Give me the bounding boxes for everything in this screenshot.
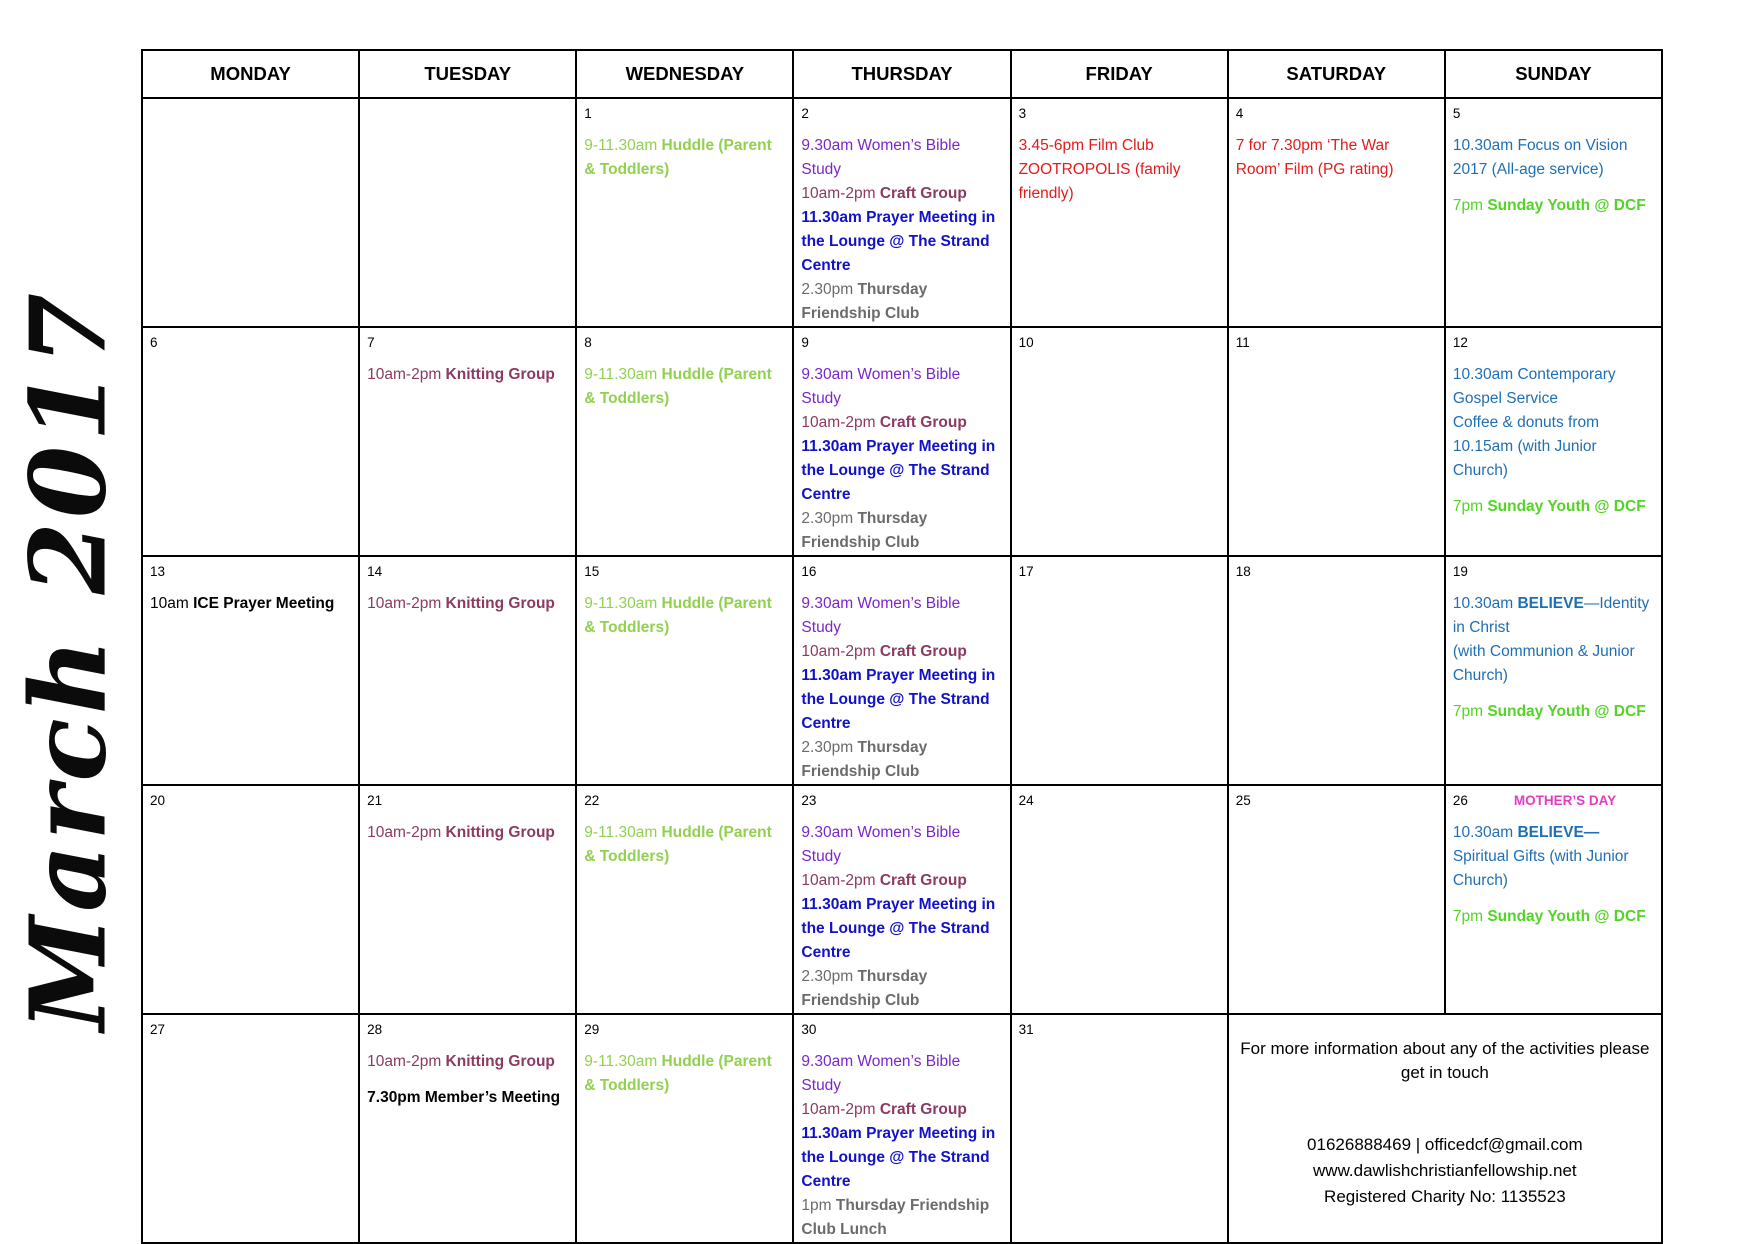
day-cell [1228,327,1445,556]
event [801,411,1002,435]
day-number: 29 [584,1022,600,1037]
day-cell [576,98,793,327]
event-time: 10am-2pm [801,1101,880,1118]
day-cell [359,556,576,785]
event [801,182,1002,206]
day-cell [1011,785,1228,1014]
event-name: Huddle (Parent & Toddlers) [584,1053,772,1094]
day-number: 12 [1452,335,1468,350]
day-number: 4 [1235,106,1244,121]
event-name: Thursday Friendship Club [801,739,928,780]
event-time: 10am-2pm [367,1053,446,1070]
event-name: Huddle (Parent & Toddlers) [584,824,772,865]
event [801,821,1002,869]
day-cell [359,327,576,556]
contact-cell [1228,1014,1662,1243]
event [1453,592,1654,640]
contact-intro: For more information about any of the activities please get in touch [1240,1039,1650,1082]
event [1453,700,1654,724]
event-name: 7.30pm Member’s Meeting [367,1089,561,1106]
event-time: 10.30am [1452,824,1518,841]
event [1453,821,1654,893]
day-number: 25 [1235,793,1251,808]
event-name: Sunday Youth @ DCF [1487,498,1646,515]
month-title-text: March 2017 [6,289,130,1031]
event [801,278,1002,326]
day-number: 23 [801,793,817,808]
day-cell [142,556,359,785]
day-cell [142,327,359,556]
calendar-table [141,49,1663,1244]
event-time: 10am-2pm [801,185,880,202]
event-detail: —Identity in Christ [1452,595,1650,636]
week-row [142,98,1662,327]
event-time: 10.30am [1452,595,1518,612]
event-time: 9.30am Women’s Bible Study [801,366,961,407]
event-name: Thursday Friendship Club Lunch [801,1197,990,1238]
day-number: 9 [801,335,809,350]
event-name: 11.30am Prayer Meeting in the Lounge @ The Strand Centre [801,896,996,961]
day-cell [142,1014,359,1243]
event-name: Knitting Group [445,1053,555,1070]
event-time: 10.30am Focus on Vision 2017 (All-age service) [1452,137,1628,178]
event [1453,905,1654,929]
event [801,893,1002,965]
event-time: 9-11.30am [584,824,662,841]
event-name: Knitting Group [445,824,555,841]
event-name: Thursday Friendship Club [801,968,928,1009]
event [150,592,351,616]
day-number: 13 [150,564,166,579]
event-time: 7 for 7.30pm ‘The War Room’ Film (PG rating) [1235,137,1394,178]
day-number: 19 [1452,564,1468,579]
day-cell [576,327,793,556]
event-time: 2.30pm [801,739,858,756]
day-cell [1445,785,1662,1014]
day-number: 21 [367,793,383,808]
event [801,435,1002,507]
event [801,965,1002,1013]
day-cell [1445,98,1662,327]
day-number: 2 [801,106,809,121]
day-cell [793,327,1010,556]
contact-info [1236,1021,1654,1209]
day-number: 20 [150,793,166,808]
event-name: 11.30am Prayer Meeting in the Lounge @ The Strand Centre [801,209,996,274]
event-time: 10am-2pm [367,366,446,383]
contact-website: www.dawlishchristianfellowship.net [1313,1161,1577,1180]
day-number: 3 [1018,106,1027,121]
event-time: 2.30pm [801,281,858,298]
event [801,1050,1002,1098]
day-cell [793,785,1010,1014]
event-name: Craft Group [879,1101,967,1118]
event-time: 10am-2pm [367,824,446,841]
day-number: 31 [1018,1022,1034,1037]
event [1453,363,1654,411]
event-name: Huddle (Parent & Toddlers) [584,137,772,178]
event-time: Coffee & donuts from 10.15am (with Junior Church) [1452,414,1600,479]
day-cell [1445,327,1662,556]
day-number: 28 [367,1022,383,1037]
event [367,363,568,387]
day-number: 30 [801,1022,817,1037]
event-time: 9.30am Women’s Bible Study [801,137,961,178]
weekday-friday: FRIDAY [1011,50,1228,98]
week-row [142,556,1662,785]
day-cell [793,1014,1010,1243]
event [367,821,568,845]
event [801,640,1002,664]
event [801,134,1002,182]
event [1236,134,1437,182]
event [367,1050,568,1074]
event-time: (with Communion & Junior Church) [1452,643,1635,684]
weekday-thursday: THURSDAY [793,50,1010,98]
day-cell [576,1014,793,1243]
day-cell [1228,556,1445,785]
event [1453,134,1654,182]
event-name: Sunday Youth @ DCF [1487,703,1646,720]
event [584,592,785,640]
event-time: 9-11.30am [584,366,662,383]
event-time: 9.30am Women’s Bible Study [801,595,961,636]
event-name: 11.30am Prayer Meeting in the Lounge @ The Strand Centre [801,438,996,503]
event-name: Thursday Friendship Club [801,510,928,551]
event [367,592,568,616]
event-name: Craft Group [879,414,967,431]
day-cell [1011,327,1228,556]
day-cell [576,785,793,1014]
day-cell [1011,556,1228,785]
day-number-row [1453,792,1654,810]
day-number: 6 [150,335,158,350]
week-row [142,1014,1662,1243]
event-name: Huddle (Parent & Toddlers) [584,595,772,636]
event-time: 2.30pm [801,510,858,527]
event [801,869,1002,893]
event-time: 2.30pm [801,968,858,985]
event-name: Craft Group [879,872,967,889]
event-name: Sunday Youth @ DCF [1487,197,1646,214]
day-number: 18 [1235,564,1251,579]
event [584,363,785,411]
weekday-monday: MONDAY [142,50,359,98]
event [801,736,1002,784]
event [801,1122,1002,1194]
calendar-body [142,98,1662,1243]
event [1019,134,1220,206]
event [584,821,785,869]
event [367,1086,568,1110]
event [801,664,1002,736]
week-row [142,327,1662,556]
event-time: 9-11.30am [584,595,662,612]
day-number: 10 [1018,335,1034,350]
day-cell [1228,98,1445,327]
event-time: 10am-2pm [801,414,880,431]
day-number: 16 [801,564,817,579]
event-name: 11.30am Prayer Meeting in the Lounge @ The Strand Centre [801,1125,996,1190]
day-cell [1011,98,1228,327]
event-time: 10am-2pm [367,595,446,612]
event-name: BELIEVE [1517,595,1584,612]
day-cell [359,98,576,327]
week-row [142,785,1662,1014]
event-time: 3.45-6pm Film Club ZOOTROPOLIS (family friendly) [1018,137,1181,202]
day-number: 17 [1018,564,1034,579]
mothers-day-label: MOTHER’S DAY [1513,793,1617,808]
weekday-saturday: SATURDAY [1228,50,1445,98]
event [1453,194,1654,218]
day-cell [793,556,1010,785]
day-number: 26 [1452,793,1468,808]
event-name: Craft Group [879,643,967,660]
day-number: 15 [584,564,600,579]
event-time: 10.30am Contemporary Gospel Service [1452,366,1616,407]
event-time: 9.30am Women’s Bible Study [801,824,961,865]
event [1453,495,1654,519]
event-time: 1pm [801,1197,836,1214]
event-name: Knitting Group [445,366,555,383]
event-name: Knitting Group [445,595,555,612]
event [801,1098,1002,1122]
event-name: Craft Group [879,185,967,202]
event-time: 9-11.30am [584,137,662,154]
event-time: 10am-2pm [801,643,880,660]
contact-charity: Registered Charity No: 1135523 [1324,1187,1566,1206]
event-name: Thursday Friendship Club [801,281,928,322]
day-cell [359,1014,576,1243]
event [801,206,1002,278]
day-number: 14 [367,564,383,579]
event [801,592,1002,640]
day-cell [793,98,1010,327]
event-name: Sunday Youth @ DCF [1487,908,1646,925]
event-time: 7pm [1452,197,1488,214]
day-number: 7 [367,335,375,350]
day-cell [576,556,793,785]
day-cell [1011,1014,1228,1243]
weekday-tuesday: TUESDAY [359,50,576,98]
weekday-wednesday: WEDNESDAY [576,50,793,98]
day-number: 24 [1018,793,1034,808]
event-detail: Spiritual Gifts (with Junior Church) [1452,848,1629,889]
day-number: 1 [584,106,592,121]
event [584,1050,785,1098]
event [1453,640,1654,688]
month-title [0,0,130,1240]
day-cell [1228,785,1445,1014]
day-cell [359,785,576,1014]
day-cell [142,98,359,327]
contact-phone-email: 01626888469 | officedcf@gmail.com [1307,1135,1583,1154]
event-name: ICE Prayer Meeting [193,595,335,612]
event [801,363,1002,411]
event [801,507,1002,555]
event-time: 7pm [1452,908,1488,925]
event-name: BELIEVE— [1517,824,1600,841]
day-number: 5 [1452,106,1461,121]
day-number: 11 [1235,335,1250,350]
day-cell [142,785,359,1014]
event-time: 10am-2pm [801,872,880,889]
day-number: 8 [584,335,592,350]
weekday-header-row [142,50,1662,98]
event [1453,411,1654,483]
day-number: 22 [584,793,600,808]
event [584,134,785,182]
event [801,1194,1002,1242]
event-name: 11.30am Prayer Meeting in the Lounge @ The Strand Centre [801,667,996,732]
weekday-sunday: SUNDAY [1445,50,1662,98]
event-time: 9.30am Women’s Bible Study [801,1053,961,1094]
event-time: 7pm [1452,703,1488,720]
event-time: 9-11.30am [584,1053,662,1070]
event-name: Huddle (Parent & Toddlers) [584,366,772,407]
day-cell [1445,556,1662,785]
event-time: 10am [150,595,194,612]
day-number: 27 [150,1022,166,1037]
event-time: 7pm [1452,498,1488,515]
